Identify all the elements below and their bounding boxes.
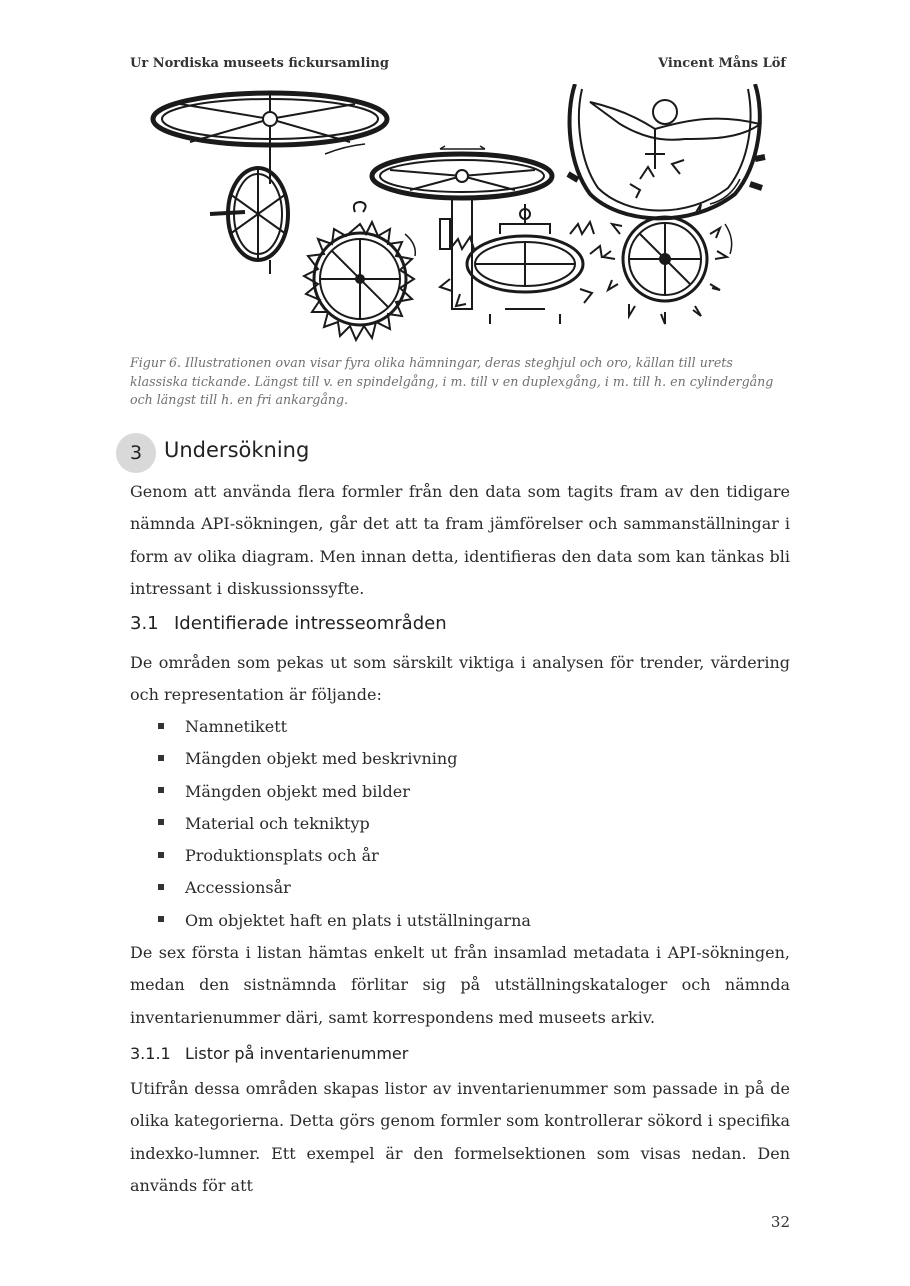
bullet-square-icon bbox=[158, 755, 164, 761]
subsection-title: Identifierade intresseområden bbox=[174, 613, 447, 634]
subsubsection-heading bbox=[130, 1044, 408, 1063]
list-item: Mängden objekt med beskrivning bbox=[158, 743, 531, 775]
list-item: Mängden objekt med bilder bbox=[158, 776, 531, 808]
cylinder-escapement-drawing bbox=[440, 204, 602, 324]
subsection-heading bbox=[130, 613, 447, 634]
verge-escapement-drawing bbox=[153, 93, 415, 340]
bullet-square-icon bbox=[158, 884, 164, 890]
figure-caption: Figur 6. Illustrationen ovan visar fyra olika hämningar, deras steghjul och oro, källan till urets klassiska tickande. Längst till v. en spindelgång, i m. till v en duplexgång, i m. till h. en cylindergång och längst till h. en fri ankargång. bbox=[130, 355, 774, 407]
bullet-square-icon bbox=[158, 916, 164, 922]
section-intro-paragraph: Genom att använda flera formler från den data som tagits fram av den tidigare nämnda API-sökningen, går det att ta fram jämförelser och sammanställningar i form av olika diagram. Men innan detta, identifieras den data som kan tänkas bli intressant i diskussionssyfte. bbox=[130, 482, 790, 598]
list-item: Produktionsplats och år bbox=[158, 840, 531, 872]
subsubsection-paragraph: Utifrån dessa områden skapas listor av inventarienummer som passade in på de olika kategorierna. Detta görs genom formler som kontrollerar sökord i specifika indexko-lumner. Ett exempel är den formelsektionen som visas nedan. Den används för att bbox=[130, 1079, 790, 1195]
bullet-square-icon bbox=[158, 723, 164, 729]
running-header bbox=[130, 56, 786, 74]
bullet-square-icon bbox=[158, 852, 164, 858]
bullet-square-icon bbox=[158, 819, 164, 825]
bullet-square-icon bbox=[158, 787, 164, 793]
list-item: Om objektet haft en plats i utställningarna bbox=[158, 905, 531, 937]
list-item: Material och tekniktyp bbox=[158, 808, 531, 840]
subsection-number: 3.1 bbox=[130, 613, 159, 634]
page-number: 32 bbox=[770, 1213, 790, 1231]
list-item: Accessionsår bbox=[158, 872, 531, 904]
subsection-intro-paragraph: De områden som pekas ut som särskilt viktiga i analysen för trender, värdering och representation är följande: bbox=[130, 653, 790, 705]
lever-escapement-drawing bbox=[568, 84, 765, 324]
interest-areas-list bbox=[158, 711, 531, 937]
header-title: Ur Nordiska museets fickursamling bbox=[130, 56, 389, 71]
section-number-badge: 3 bbox=[116, 433, 156, 473]
list-item: Namnetikett bbox=[158, 711, 531, 743]
header-author: Vincent Måns Löf bbox=[658, 56, 786, 71]
escapement-illustration bbox=[150, 84, 780, 352]
list-followup-paragraph: De sex första i listan hämtas enkelt ut från insamlad metadata i API-sökningen, medan den sistnämnda förlitar sig på utställningskataloger och nämnda inventarienummer däri, samt korrespondens med museets arkiv. bbox=[130, 943, 790, 1027]
subsubsection-title: Listor på inventarienummer bbox=[185, 1044, 409, 1063]
section-title: Undersökning bbox=[164, 438, 310, 462]
subsubsection-number: 3.1.1 bbox=[130, 1044, 171, 1063]
